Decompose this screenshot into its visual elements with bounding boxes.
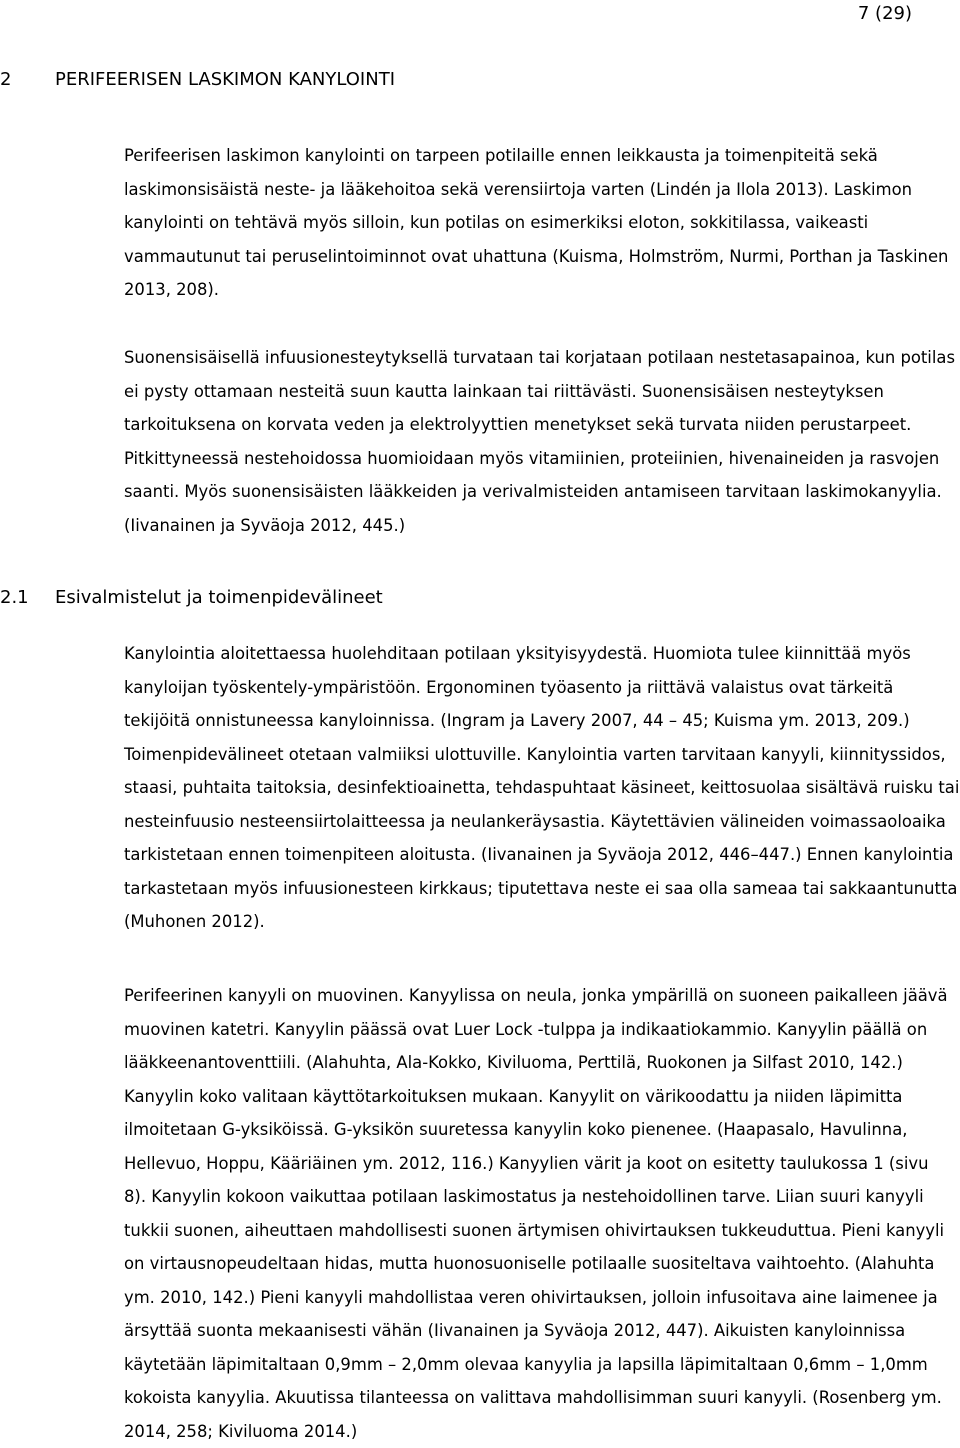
paragraph-line: Hellevuo, Hoppu, Kääriäinen ym. 2012, 116.) Kanyylien värit ja koot on esitetty taulukossa 1 (sivu — [124, 1147, 960, 1181]
paragraph-line: tarkistetaan ennen toimenpiteen aloitusta. (Iivanainen ja Syväoja 2012, 446–447.) Ennen kanylointia — [124, 838, 960, 872]
chapter-title: PERIFEERISEN LASKIMON KANYLOINTI — [55, 68, 395, 92]
paragraph-line: käytetään läpimitaltaan 0,9mm – 2,0mm olevaa kanyylia ja lapsilla läpimitaltaan 0,6mm – 1,0mm — [124, 1348, 960, 1382]
paragraph-line: Pitkittyneessä nestehoidossa huomioidaan myös vitamiinien, proteiinien, hivenaineiden ja rasvojen — [124, 442, 960, 476]
paragraph-line: Kanylointia aloitettaessa huolehditaan potilaan yksityisyydestä. Huomiota tulee kiinnittää myös — [124, 637, 960, 671]
paragraph-line: Kanyylin koko valitaan käyttötarkoituksen mukaan. Kanyylit on värikoodattu ja niiden läpimitta — [124, 1080, 960, 1114]
paragraph-line: kanylointi on tehtävä myös silloin, kun potilas on esimerkiksi eloton, sokkitilassa, vaikeasti — [124, 206, 960, 240]
paragraph-line: nesteinfuusio nesteensiirtolaitteessa ja neulankeräysastia. Käytettävien välineiden voimassaoloaika — [124, 805, 960, 839]
page-number: 7 (29) — [858, 2, 912, 26]
paragraph-line: vammautunut tai peruselintoiminnot ovat uhattuna (Kuisma, Holmström, Nurmi, Porthan ja Taskinen — [124, 240, 960, 274]
section-number: 2.1 — [0, 586, 55, 610]
paragraph-line: ilmoitetaan G-yksiköissä. G-yksikön suuretessa kanyylin koko pienenee. (Haapasalo, Havulinna, — [124, 1113, 960, 1147]
chapter-number: 2 — [0, 68, 55, 92]
paragraph-line: Suonensisäisellä infuusionesteytyksellä turvataan tai korjataan potilaan nestetasapainoa, kun potilas — [124, 341, 960, 375]
paragraph-line: tukkii suonen, aiheuttaen mahdollisesti suonen ärtymisen ohivirtauksen tukkeuduttua. Pieni kanyyli — [124, 1214, 960, 1248]
paragraph-line: 2014, 258; Kiviluoma 2014.) — [124, 1415, 960, 1448]
paragraph-line: laskimonsisäistä neste- ja lääkehoitoa sekä verensiirtoja varten (Lindén ja Ilola 2013). Laskimon — [124, 173, 960, 207]
paragraph-line: (Muhonen 2012). — [124, 905, 960, 939]
paragraph-line: Perifeerinen kanyyli on muovinen. Kanyylissa on neula, jonka ympärillä on suoneen paikalleen jäävä — [124, 979, 960, 1013]
paragraph-line: 8). Kanyylin kokoon vaikuttaa potilaan laskimostatus ja nestehoidollinen tarve. Liian suuri kanyyli — [124, 1180, 960, 1214]
paragraph-4 — [124, 979, 960, 1448]
paragraph-line: Perifeerisen laskimon kanylointi on tarpeen potilaille ennen leikkausta ja toimenpiteitä sekä — [124, 139, 960, 173]
paragraph-1 — [124, 139, 960, 307]
paragraph-line: staasi, puhtaita taitoksia, desinfektioainetta, tehdaspuhtaat käsineet, keittosuolaa sisältävä ruisku tai — [124, 771, 960, 805]
section-heading — [0, 586, 383, 610]
paragraph-line: tarkoituksena on korvata veden ja elektrolyyttien menetykset sekä turvata niiden perustarpeet. — [124, 408, 960, 442]
paragraph-line: lääkkeenantoventtiili. (Alahuhta, Ala-Kokko, Kiviluoma, Perttilä, Ruokonen ja Silfast 2010, 142.) — [124, 1046, 960, 1080]
paragraph-2 — [124, 341, 960, 542]
section-title: Esivalmistelut ja toimenpidevälineet — [55, 586, 383, 610]
paragraph-line: ärsyttää suonta mekaanisesti vähän (Iivanainen ja Syväoja 2012, 447). Aikuisten kanyloinnissa — [124, 1314, 960, 1348]
paragraph-line: on virtausnopeudeltaan hidas, mutta huonosuoniselle potilaalle suositeltava vaihtoehto. (Alahuhta — [124, 1247, 960, 1281]
paragraph-line: ei pysty ottamaan nesteitä suun kautta lainkaan tai riittävästi. Suonensisäisen nesteytyksen — [124, 375, 960, 409]
chapter-heading — [0, 68, 395, 92]
paragraph-line: saanti. Myös suonensisäisten lääkkeiden ja verivalmisteiden antamiseen tarvitaan laskimokanyylia. — [124, 475, 960, 509]
paragraph-line: kanyloijan työskentely-ympäristöön. Ergonominen työasento ja riittävä valaistus ovat tärkeitä — [124, 671, 960, 705]
paragraph-line: (Iivanainen ja Syväoja 2012, 445.) — [124, 509, 960, 543]
paragraph-line: ym. 2010, 142.) Pieni kanyyli mahdollistaa veren ohivirtauksen, jolloin infusoitava aine laimenee ja — [124, 1281, 960, 1315]
paragraph-line: Toimenpidevälineet otetaan valmiiksi ulottuville. Kanylointia varten tarvitaan kanyyli, kiinnityssidos, — [124, 738, 960, 772]
paragraph-line: muovinen katetri. Kanyylin päässä ovat Luer Lock -tulppa ja indikaatiokammio. Kanyylin päällä on — [124, 1013, 960, 1047]
paragraph-line: tarkastetaan myös infuusionesteen kirkkaus; tiputettava neste ei saa olla sameaa tai sakkaantunutta — [124, 872, 960, 906]
paragraph-line: 2013, 208). — [124, 273, 960, 307]
paragraph-line: tekijöitä onnistuneessa kanyloinnissa. (Ingram ja Lavery 2007, 44 – 45; Kuisma ym. 2013, 209.) — [124, 704, 960, 738]
paragraph-3 — [124, 637, 960, 939]
paragraph-line: kokoista kanyylia. Akuutissa tilanteessa on valittava mahdollisimman suuri kanyyli. (Rosenberg ym. — [124, 1381, 960, 1415]
